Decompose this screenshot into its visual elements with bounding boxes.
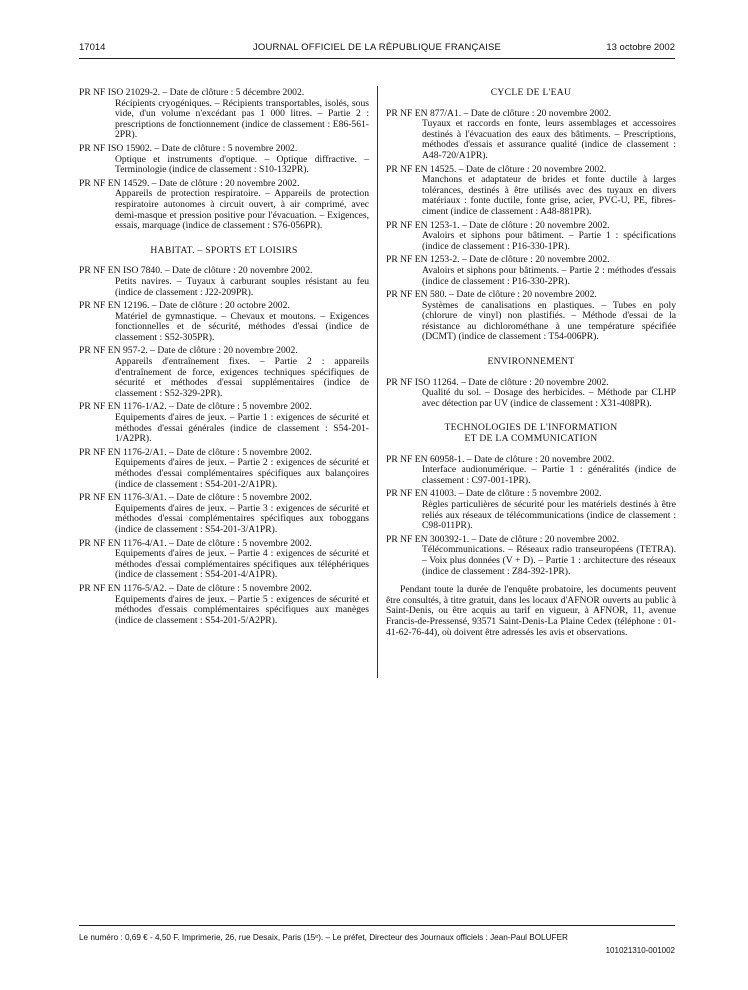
standard-description: Optique et instruments d'optique. – Optique diffractive. – Terminologie (indice de classement : S10-132PR). (115, 153, 369, 176)
standard-entry (386, 455, 676, 487)
section-title-eau: CYCLE DE L'EAU (490, 87, 572, 98)
page-number: 17014 (79, 42, 106, 53)
standard-description: Avaloirs et siphons pour bâtiments. – Partie 2 : méthodes d'essais (indice de classement : P16-330-2PR). (422, 264, 676, 287)
footer-imprint: Le numéro : 0,69 € - 4,50 F. Imprimerie, 26, rue Desaix, Paris (15ᵉ). – Le préfet, Directeur des Journaux officiels : Jean-Paul BOLUFER (79, 933, 568, 942)
section-title-technologies (386, 423, 676, 444)
section-title-technologies-line2: ET DE LA COMMUNICATION (464, 433, 598, 445)
standard-description: Télécommunications. – Réseaux radio transeuropéens (TETRA). – Voix plus données (V + D). – Partie 1 : architecture des réseaux (indice de classement : Z84-392-1PR). (422, 544, 676, 577)
standard-description: Equipements d'aires de jeux. – Partie 1 : exigences de sécurité et méthodes d'essai générales (indice de classement : S54-201-1/A2PR). (115, 412, 369, 445)
column-divider (377, 86, 378, 678)
footer-rule (79, 925, 675, 926)
standard-reference: PR NF EN 957-2. – Date de clôture : 20 novembre 2002. (79, 345, 298, 357)
standard-reference: PR NF ISO 21029-2. – Date de clôture : 5 décembre 2002. (79, 87, 305, 98)
standard-entry (79, 88, 369, 141)
standard-entry (386, 489, 676, 531)
standard-entry (79, 266, 369, 298)
standard-reference: PR NF EN 1253-2. – Date de clôture : 20 novembre 2002. (386, 254, 610, 266)
standard-description: Equipements d'aires de jeux. – Partie 4 : exigences de sécurité et méthodes d'essai complémentaires spécifiques aux téléphériques (indice de classement : S54-201-4/A1PR). (115, 548, 369, 581)
section-title-environnement: ENVIRONNEMENT (487, 356, 575, 368)
entries-environnement (386, 378, 676, 410)
closing-notice: Pendant toute la durée de l'enquête probatoire, les documents peuvent être consultés, à titre gratuit, dans les locaux d'AFNOR ouverts au public à Saint-Denis, ou être acquis au tarif en vigueur, à AFNOR, 11, avenue Francis-de-Pressensé, 93571 Saint-Denis-La Plaine Cedex (téléphone : 01-41-62-76-44), où doivent être adressés les avis et observations. (386, 584, 676, 638)
page-footer (79, 933, 675, 955)
standard-entry (386, 221, 676, 253)
issue-date: 13 octobre 2002 (606, 42, 675, 53)
standard-reference: PR NF EN 1176-5/A2. – Date de clôture : 5 novembre 2002. (79, 582, 312, 594)
standard-entry (79, 493, 369, 535)
standard-entry (79, 402, 369, 444)
entries-technologies (386, 455, 676, 578)
right-column (386, 88, 676, 638)
standard-entry (386, 535, 676, 577)
standard-reference: PR NF EN ISO 7840. – Date de clôture : 20 novembre 2002. (79, 265, 313, 277)
standard-reference: PR NF EN 14525. – Date de clôture : 20 novembre 2002. (386, 163, 607, 175)
standard-reference: PR NF EN 1176-3/A1. – Date de clôture : 5 novembre 2002. (79, 492, 312, 504)
section-title-technologies-line1: TECHNOLOGIES DE L'INFORMATION (444, 422, 618, 434)
standard-entry (79, 584, 369, 626)
standard-entry (79, 179, 369, 232)
standard-description: Avaloirs et siphons pour bâtiment. – Partie 1 : spécifications (indice de classement : P16-330-1PR). (422, 230, 676, 252)
section-title-habitat: HABITAT. – SPORTS ET LOISIRS (150, 244, 298, 256)
standard-description: Systèmes de canalisations en plastiques. – Tubes en poly (chlorure de vinyl) non plastifiés. – Méthode d'essai de la résistance au dichlorométhane à une température spécifiée (DCMT) (indice de classement : T54-006PR). (422, 299, 676, 343)
standard-entry (386, 165, 676, 218)
standard-reference: PR NF EN 14529. – Date de clôture : 20 novembre 2002. (79, 177, 300, 189)
standard-reference: PR NF ISO 15902. – Date de clôture : 5 novembre 2002. (79, 142, 298, 154)
standard-reference: PR NF EN 60958-1. – Date de clôture : 20 novembre 2002. (386, 453, 615, 465)
footer-code: 101021310-001002 (605, 946, 675, 955)
standard-reference: PR NF EN 1176-4/A1. – Date de clôture : 5 novembre 2002. (79, 537, 312, 549)
journal-title: JOURNAL OFFICIEL DE LA RÉPUBLIQUE FRANÇAISE (252, 42, 502, 53)
standard-description: Règles particulières de sécurité pour les matériels destinés à être reliés aux réseaux de télécommunications (indice de classement : C98-011PR). (422, 499, 676, 532)
standard-description: Qualité du sol. – Dosage des herbicides. – Méthode par CLHP avec détection par UV (indice de classement : X31-408PR). (422, 387, 676, 409)
standard-description: Petits navires. – Tuyaux à carburant souples résistant au feu (indice de classement : J22-209PR). (115, 275, 369, 298)
standard-description: Interface audionumérique. – Partie 1 : généralités (indice de classement : C97-001-1PR). (422, 464, 676, 486)
standard-description: Equipements d'aires de jeux. – Partie 3 : exigences de sécurité et méthodes d'essai complémentaires spécifiques aux toboggans (indice de classement : S54-201-3/A1PR). (115, 502, 369, 535)
standard-reference: PR NF EN 1176-1/A2. – Date de clôture : 5 novembre 2002. (79, 401, 312, 413)
standard-description: Appareils d'entraînement fixes. – Partie 2 : appareils d'entraînement de force, exigences techniques spécifiques de sécurité et méthodes d'essai supplémentaires (indice de classement : S52-329-2PR). (115, 356, 369, 399)
standard-reference: PR NF EN 12196. – Date de clôture : 20 octobre 2002. (79, 300, 290, 312)
header-rule (79, 58, 675, 59)
standard-entry (79, 346, 369, 399)
standard-reference: PR NF ISO 11264. – Date de clôture : 20 novembre 2002. (386, 376, 609, 388)
standard-entry (386, 290, 676, 343)
page-header (79, 42, 675, 56)
standard-description: Tuyaux et raccords en fonte, leurs assemblages et accessoires destinés à l'évacuation des eaux des bâtiments. – Prescriptions, méthodes d'essais et assurance qualité (indice de classement : A48-720/A1PR). (422, 118, 676, 161)
standard-entry (386, 255, 676, 287)
standard-reference: PR NF EN 1253-1. – Date de clôture : 20 novembre 2002. (386, 219, 610, 231)
standard-entry (386, 109, 676, 162)
standard-entry (79, 448, 369, 490)
standard-description: Appareils de protection respiratoire. – Appareils de protection respiratoire autonomes à circuit ouvert, à air comprimé, avec demi-masque et pression positive pour l'évacuation. – Exigences, essais, marquage (indice de classement : S76-056PR). (115, 188, 369, 232)
standard-reference: PR NF EN 300392-1. – Date de clôture : 20 novembre 2002. (386, 533, 620, 545)
standard-reference: PR NF EN 877/A1. – Date de clôture : 20 novembre 2002. (386, 107, 612, 119)
standard-entry (79, 144, 369, 176)
standard-description: Récipients cryogéniques. – Récipients transportables, isolés, sous vide, d'un volume n'excédant pas 1 000 litres. – Partie 2 : prescriptions de fonctionnement (indice de classement : E86-561-2PR). (115, 97, 369, 141)
standard-entry (79, 301, 369, 343)
standard-description: Equipements d'aires de jeux. – Partie 5 : exigences de sécurité et méthodes d'essais complémentaires spécifiques aux manèges (indice de classement : S54-201-5/A2PR). (115, 593, 369, 626)
left-column (79, 88, 369, 629)
standard-entry (79, 539, 369, 581)
standard-reference: PR NF EN 1176-2/A1. – Date de clôture : 5 novembre 2002. (79, 446, 312, 458)
standard-description: Equipements d'aires de jeux. – Partie 2 : exigences de sécurité et méthodes d'essai complémentaires spécifiques aux balançoires (indice de classement : S54-201-2/A1PR). (115, 457, 369, 490)
standard-description: Manchons et adaptateur de brides et fonte ductile à larges tolérances, destinés à être utilisés avec des tuyaux en divers matériaux : fonte ductile, fonte grise, acier, PVC-U, PE, fibres-ciment (indice de classement : A48-881PR). (422, 174, 676, 217)
left-entries-habitat (79, 266, 369, 626)
standard-description: Matériel de gymnastique. – Chevaux et moutons. – Exigences fonctionnelles et de sécurité, méthodes d'essai (indice de classement : S52-305PR). (115, 310, 369, 343)
standard-reference: PR NF EN 41003. – Date de clôture : 5 novembre 2002. (386, 488, 602, 500)
left-entries-top (79, 88, 369, 232)
standard-reference: PR NF EN 580. – Date de clôture : 20 novembre 2002. (386, 289, 597, 301)
entries-eau (386, 109, 676, 343)
standard-entry (386, 378, 676, 410)
